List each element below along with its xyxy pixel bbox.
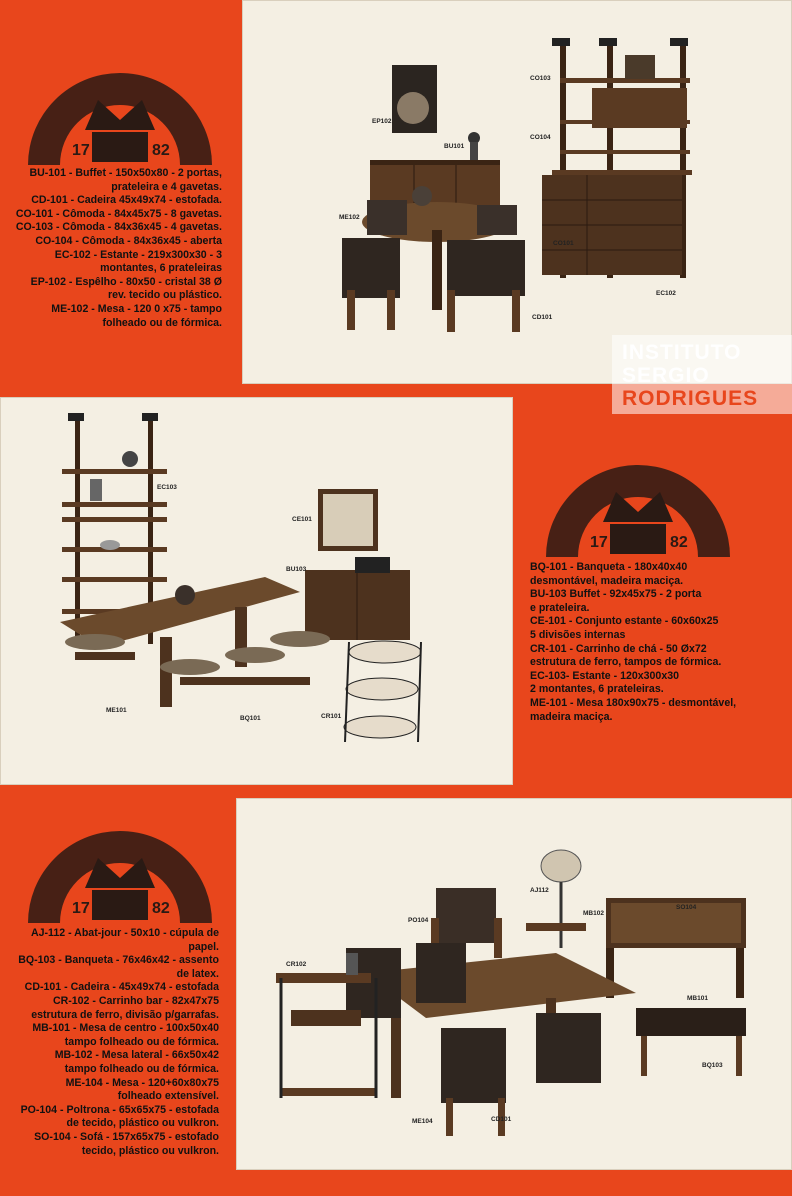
spec-line: estrutura de ferro, tampos de fórmica. (530, 656, 722, 669)
label-me101: ME101 (106, 707, 127, 714)
label-aj112: AJ112 (530, 887, 549, 894)
label-mb102: MB102 (583, 910, 604, 917)
seal-year-left: 17 (72, 900, 90, 917)
royal-seal-emblem-3 (20, 818, 220, 928)
label-bu103: BU103 (286, 566, 307, 573)
spec-line: EC-102 - Estante - 219x300x30 - 3 (54, 248, 222, 261)
spec-list-3 (18, 927, 219, 1158)
spec-line: ME-104 - Mesa - 120+60x80x75 (65, 1076, 219, 1089)
spec-line: MB-102 - Mesa lateral - 66x50x42 (54, 1049, 219, 1062)
label-mb101: MB101 (687, 995, 708, 1002)
watermark-line-3: RODRIGUES (622, 387, 759, 410)
spec-line: ME-102 - Mesa - 120 0 x75 - tampo (51, 302, 222, 315)
spec-line: CO-103 - Cômoda - 84x36x45 - 4 gavetas. (15, 221, 222, 234)
spec-line: BU-103 Buffet - 92x45x75 - 2 porta (530, 588, 702, 601)
spec-list-2 (530, 561, 736, 724)
label-cr102: CR102 (286, 961, 307, 968)
spec-line: e prateleira. (530, 601, 590, 614)
spec-line: AJ-112 - Abat-jour - 50x10 - cúpula de (30, 927, 219, 939)
furniture-photo-3 (236, 798, 792, 1170)
spec-line: tampo folheado ou de fórmica. (64, 1035, 219, 1048)
spec-line: madeira maciça. (530, 710, 613, 723)
furniture-photo-2 (0, 397, 513, 785)
spec-line: ME-101 - Mesa 180x90x75 - desmontável, (530, 696, 737, 709)
spec-line: folheado extensível. (117, 1090, 219, 1103)
spec-line: EC-103- Estante - 120x300x30 (530, 669, 679, 682)
photo-panel-2 (0, 397, 513, 785)
label-po104: PO104 (408, 917, 429, 924)
label-cr101: CR101 (321, 713, 342, 720)
label-ep102: EP102 (372, 118, 392, 125)
label-cd101: CD101 (491, 1116, 512, 1123)
spec-line: folheado ou de fórmica. (102, 316, 222, 329)
label-bq103: BQ103 (702, 1062, 723, 1069)
spec-line: BQ-103 - Banqueta - 76x46x42 - assento (18, 954, 219, 967)
label-ce101: CE101 (292, 516, 312, 523)
spec-line: PO-104 - Poltrona - 65x65x75 - estofada (20, 1103, 219, 1116)
spec-line: desmontável, madeira maciça. (530, 574, 684, 587)
spec-line: CD-101 - Cadeira 45x49x74 - estofada. (31, 194, 222, 207)
spec-line: 2 montantes, 6 prateleiras. (530, 683, 664, 696)
spec-line: CR-102 - Carrinho bar - 82x47x75 (52, 994, 219, 1007)
spec-list-1 (16, 167, 222, 330)
seal-year-left: 17 (590, 534, 608, 551)
label-bq101: BQ101 (240, 715, 261, 722)
royal-seal-emblem-2 (538, 452, 738, 562)
label-so104: SO104 (676, 904, 697, 911)
spec-line: papel. (188, 940, 219, 953)
spec-line: prateleira e 4 gavetas. (111, 180, 222, 193)
spec-line: estrutura de ferro, divisão p/garrafas. (31, 1008, 219, 1021)
spec-line: BQ-101 - Banqueta - 180x40x40 (530, 561, 688, 573)
spec-line: MB-101 - Mesa de centro - 100x50x40 (32, 1022, 219, 1035)
spec-line: CO-104 - Cômoda - 84x36x45 - aberta (35, 234, 222, 247)
spec-line: tecido, plástico ou vulkron. (81, 1144, 219, 1157)
spec-line: CR-101 - Carrinho de chá - 50 Øx72 (530, 642, 707, 655)
label-co104: CO104 (530, 134, 551, 141)
spec-line: rev. tecido ou plástico. (107, 289, 222, 302)
watermark-instituto-sergio-rodrigues (612, 335, 792, 414)
seal-year-right: 82 (152, 142, 170, 159)
watermark-line-2: SERGIO (622, 364, 710, 387)
seal-year-right: 82 (670, 534, 688, 551)
furniture-photo-1 (242, 0, 792, 384)
label-ec102: EC102 (656, 290, 676, 297)
spec-line: tampo folheado ou de fórmica. (64, 1062, 219, 1075)
watermark-line-1: INSTITUTO (622, 341, 742, 364)
spec-line: CD-101 - Cadeira - 45x49x74 - estofada (24, 981, 219, 994)
seal-year-right: 82 (152, 900, 170, 917)
spec-line: CE-101 - Conjunto estante - 60x60x25 (530, 615, 719, 628)
label-bu101: BU101 (444, 143, 465, 150)
label-ec103: EC103 (157, 484, 177, 491)
label-me102: ME102 (339, 214, 360, 221)
spec-line: 5 divisões internas (530, 628, 626, 641)
label-cd101: CD101 (532, 314, 553, 321)
label-co103: CO103 (530, 75, 551, 82)
spec-line: EP-102 - Espêlho - 80x50 - cristal 38 Ø (30, 275, 222, 288)
royal-seal-emblem (20, 60, 220, 170)
label-me104: ME104 (412, 1118, 433, 1125)
spec-line: BU-101 - Buffet - 150x50x80 - 2 portas, (29, 167, 222, 179)
spec-line: de latex. (176, 967, 219, 980)
spec-line: CO-101 - Cômoda - 84x45x75 - 8 gavetas. (15, 207, 222, 220)
photo-panel-1 (242, 0, 792, 384)
label-co101: CO101 (553, 240, 574, 247)
spec-line: de tecido, plástico ou vulkron. (66, 1117, 219, 1130)
spec-line: SO-104 - Sofá - 157x65x75 - estofado (34, 1130, 219, 1143)
photo-panel-3 (236, 798, 792, 1170)
spec-line: montantes, 6 prateleiras (100, 262, 222, 275)
seal-year-left: 17 (72, 142, 90, 159)
